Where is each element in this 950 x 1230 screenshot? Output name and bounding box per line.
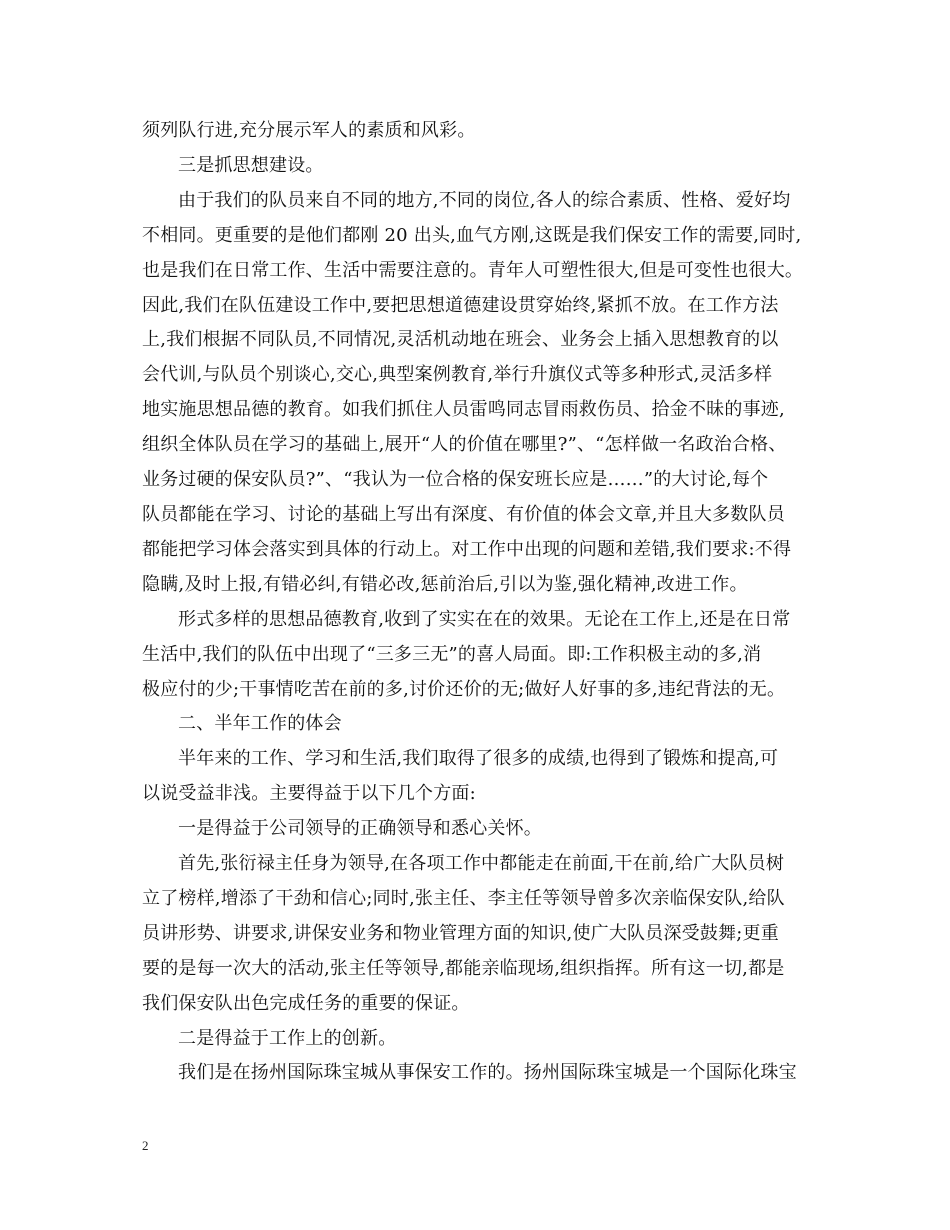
paragraph xyxy=(142,149,832,184)
text-line: 三是抓思想建设。 xyxy=(178,154,324,176)
text-line: 因此,我们在队伍建设工作中,要把思想道德建设贯穿始终,紧抓不放。在工作方法 xyxy=(142,294,779,316)
paragraph xyxy=(142,707,832,742)
text-line: 会代训,与队员个别谈心,交心,典型案例教育,举行升旗仪式等多种形式,灵活多样 xyxy=(142,364,773,386)
text-line: 极应付的少;干事情吃苦在前的多,讨价还价的无;做好人好事的多,违纪背法的无。 xyxy=(142,678,786,700)
paragraph xyxy=(142,812,832,847)
text-line: 二、半年工作的体会 xyxy=(178,713,342,735)
text-line: 由于我们的队员来自不同的地方,不同的岗位,各人的综合素质、性格、爱好均 xyxy=(178,189,791,211)
text-line: 组织全体队员在学习的基础上,展开“人的价值在哪里?”、“怎样做一名政治合格、 xyxy=(142,434,787,456)
text-line: 须列队行进,充分展示军人的素质和风彩。 xyxy=(142,120,476,141)
text-line: 我们保安队出色完成任务的重要的保证。 xyxy=(142,992,470,1014)
paragraph xyxy=(142,603,832,708)
text-line: 员讲形势、讲要求,讲保安业务和物业管理方面的知识,使广大队员深受鼓舞;更重 xyxy=(142,922,779,944)
text-line: 以说受益非浅。主要得益于以下几个方面: xyxy=(142,783,476,805)
text-line: 一是得益于公司领导的正确领导和悉心关怀。 xyxy=(178,818,542,840)
text-line: 生活中,我们的队伍中出现了“三多三无”的喜人局面。即:工作积极主动的多,消 xyxy=(142,643,762,665)
text-line: 形式多样的思想品德教育,收到了实实在在的效果。无论在工作上,还是在日常 xyxy=(178,608,791,630)
paragraph xyxy=(142,114,832,149)
text-line: 要的是每一次大的活动,张主任等领导,都能亲临现场,组织指挥。所有这一切,都是 xyxy=(142,957,785,979)
text-line: 我们是在扬州国际珠宝城从事保安工作的。扬州国际珠宝城是一个国际化珠宝 xyxy=(178,1062,797,1084)
text-line: 业务过硬的保安队员?”、“我认为一位合格的保安班长应是……”的大讨论,每个 xyxy=(142,469,769,491)
page-number: 2 xyxy=(142,1138,149,1153)
document-body xyxy=(142,114,832,1091)
paragraph xyxy=(142,1056,832,1091)
text-line: 地实施思想品德的教育。如我们抓住人员雷鸣同志冒雨救伤员、拾金不昧的事迹, xyxy=(142,399,785,421)
text-line: 也是我们在日常工作、生活中需要注意的。青年人可塑性很大,但是可变性也很大。 xyxy=(142,259,804,281)
text-line: 半年来的工作、学习和生活,我们取得了很多的成绩,也得到了锻炼和提高,可 xyxy=(178,748,779,770)
text-line: 队员都能在学习、讨论的基础上写出有深度、有价值的体会文章,并且大多数队员 xyxy=(142,503,785,525)
text-line: 立了榜样,增添了干劲和信心;同时,张主任、李主任等领导曾多次亲临保安队,给队 xyxy=(142,887,785,909)
text-line: 上,我们根据不同队员,不同情况,灵活机动地在班会、业务会上插入思想教育的以 xyxy=(142,329,779,351)
text-line: 二是得益于工作上的创新。 xyxy=(178,1027,397,1049)
paragraph xyxy=(142,847,832,1022)
paragraph xyxy=(142,742,832,812)
text-line: 不相同。更重要的是他们都刚 20 出头,血气方刚,这既是我们保安工作的需要,同时, xyxy=(142,224,802,246)
text-line: 都能把学习体会落实到具体的行动上。对工作中出现的问题和差错,我们要求:不得 xyxy=(142,538,792,560)
text-line: 首先,张衍禄主任身为领导,在各项工作中都能走在前面,干在前,给广大队员树 xyxy=(178,853,785,875)
paragraph xyxy=(142,184,832,603)
text-line: 隐瞒,及时上报,有错必纠,有错必改,惩前治后,引以为鉴,强化精神,改进工作。 xyxy=(142,573,748,595)
paragraph xyxy=(142,1022,832,1057)
